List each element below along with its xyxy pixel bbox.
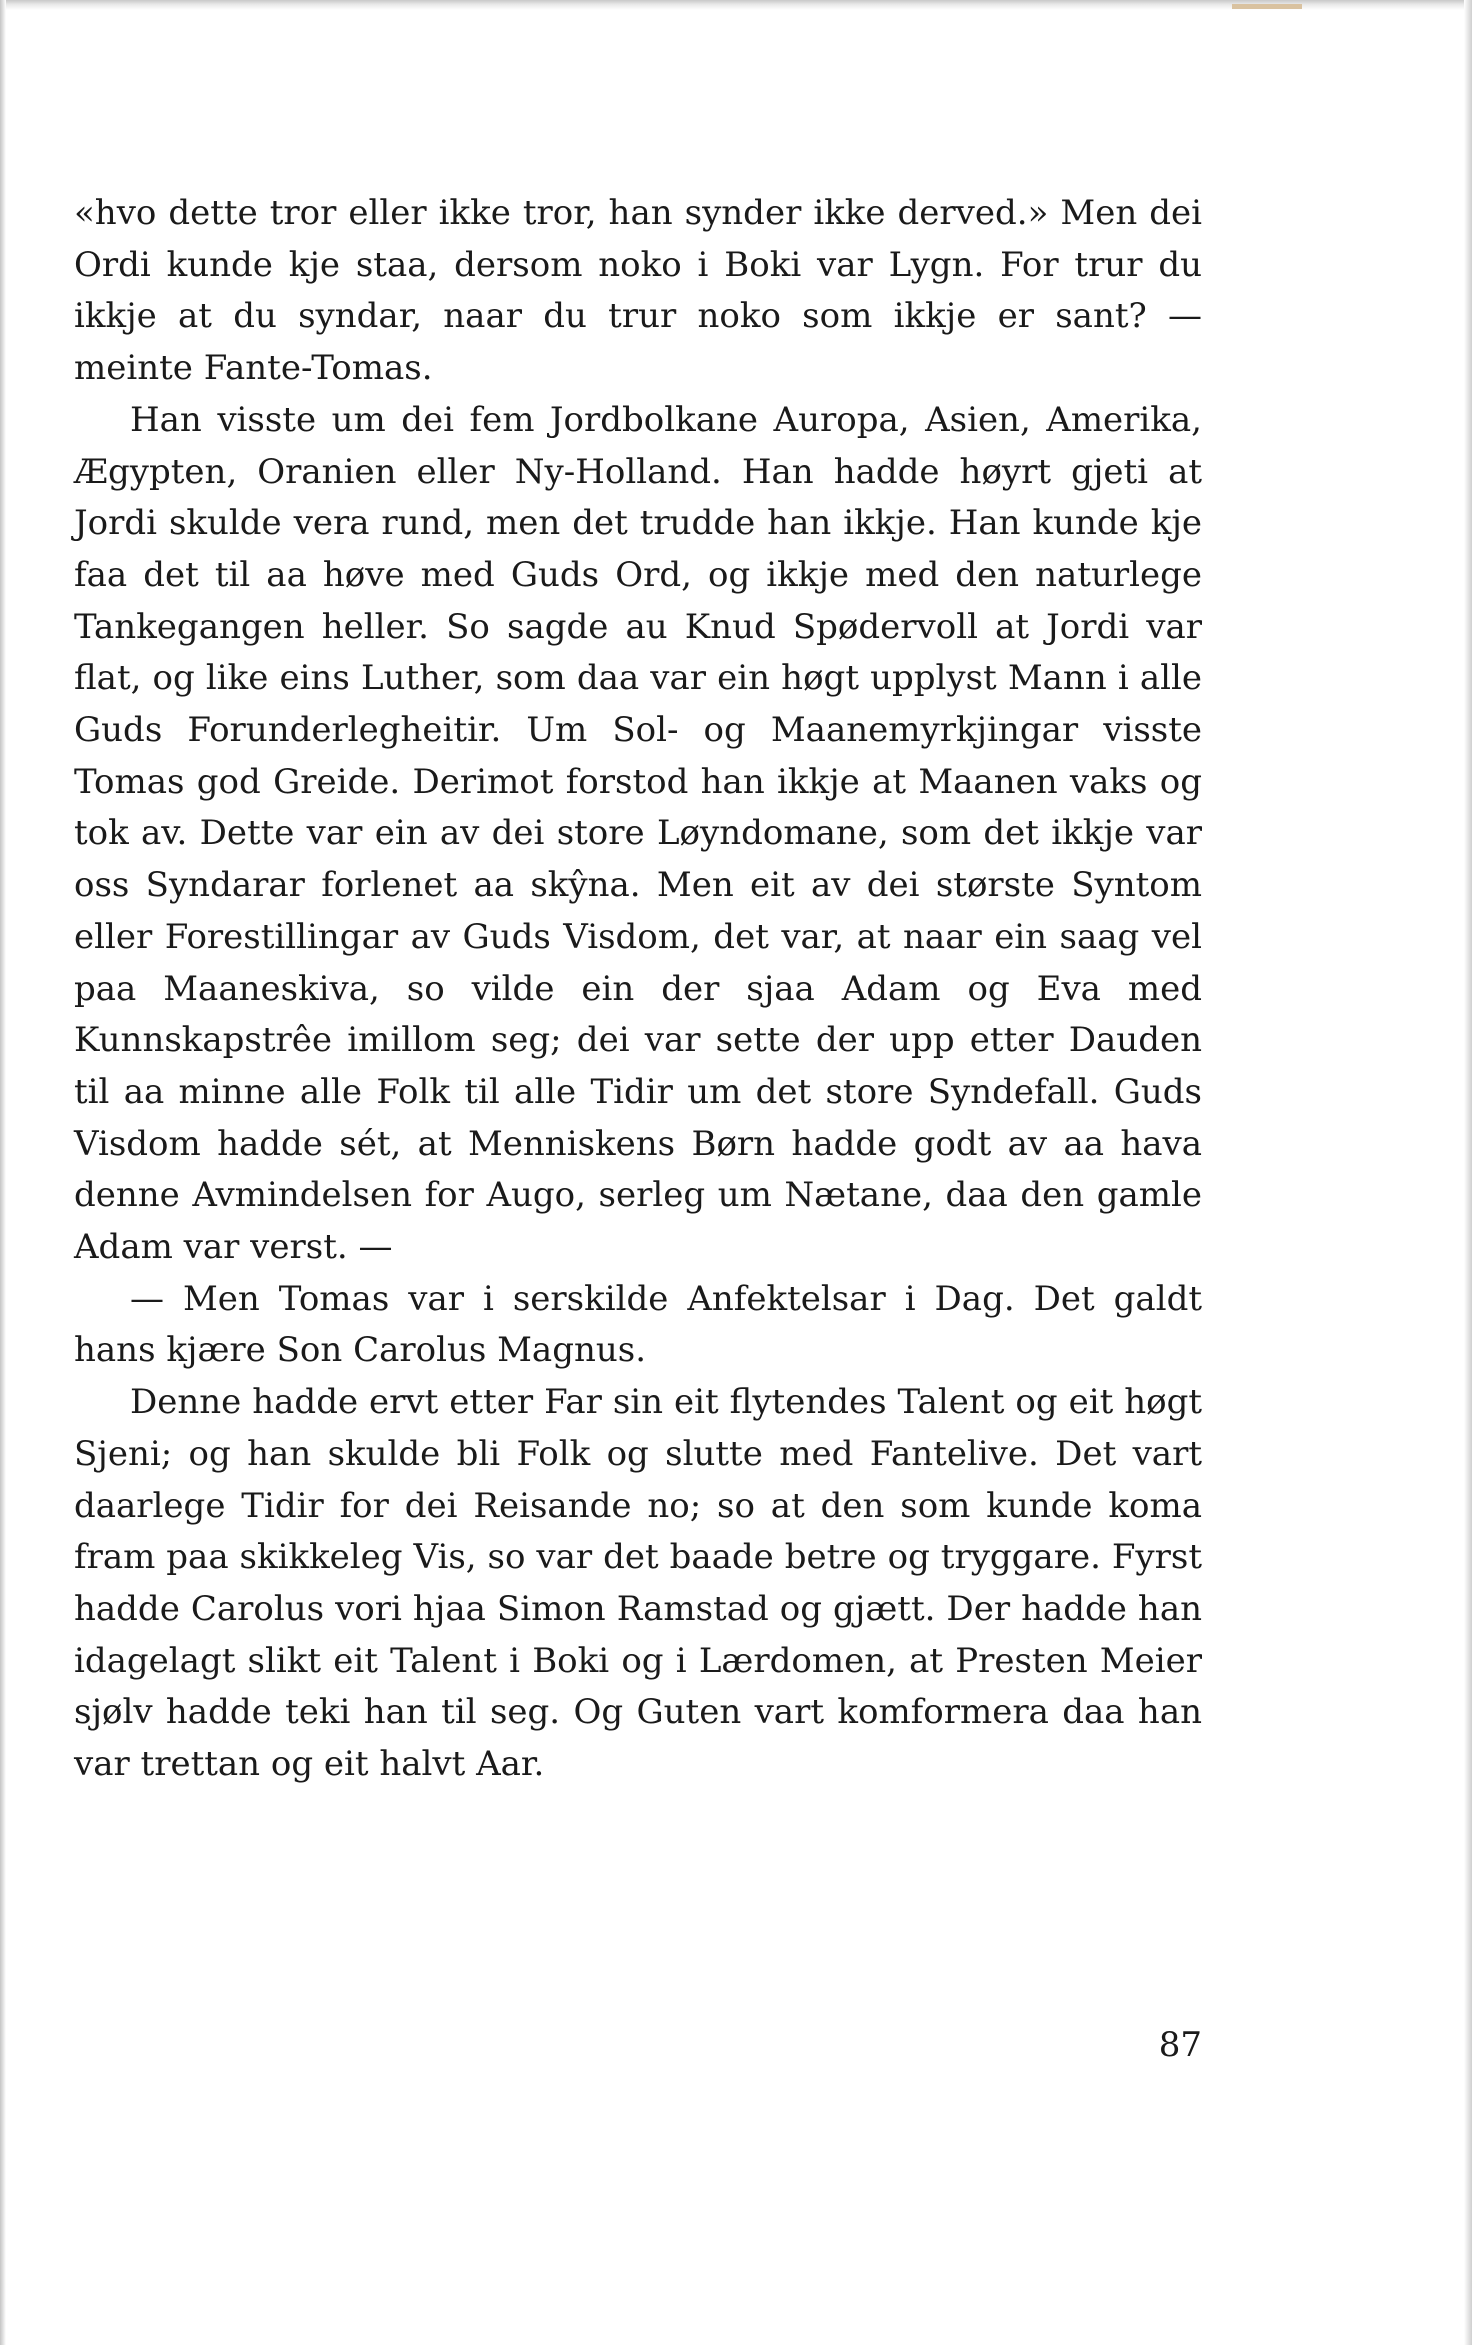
page-edge-stain [1232, 4, 1302, 9]
paragraph: — Men Tomas var i serskilde Anfektelsar i Dag. Det galdt hans kjære Son Carolus Magnus. [74, 1278, 1202, 1371]
paragraph-continued: «hvo dette tror eller ikke tror, han synder ikke derved.» Men dei Ordi kunde kje staa, dersom noko i Boki var Lygn. For trur du ikkje at du syndar, naar du trur noko som ikkje er sant? — meinte Fante-Tomas. [74, 193, 1202, 389]
page-right-edge [1464, 0, 1472, 2345]
page-left-edge [0, 0, 6, 2345]
paragraph: Han visste um dei fem Jordbolkane Auropa, Asien, Amerika, Ægypten, Oranien eller Ny-Holland. Han hadde høyrt gjeti at Jordi skulde vera rund, men det trudde han ikkje. Han kunde kje faa det til aa høve med Guds Ord, og ikkje med den naturlege Tankegangen heller. So sagde au Knud Spødervoll at Jordi var flat, og like eins Luther, som daa var ein høgt upplyst Mann i alle Guds Forunderlegheitir. Um Sol- og Maanemyrkjingar visste Tomas god Greide. Derimot forstod han ikkje at Maanen vaks og tok av. Dette var ein av dei store Løyndomane, som det ikkje var oss Syndarar forlenet aa skŷna. Men eit av dei største Syntom eller Forestillingar av Guds Visdom, det var, at naar ein saag vel paa Maaneskiva, so vilde ein der sjaa Adam og Eva med Kunnskapstrêe imillom seg; dei var sette der upp etter Dauden til aa minne alle Folk til alle Tidir um det store Syndefall. Guds Visdom hadde sét, at Menniskens Børn hadde godt av aa hava denne Avmindelsen for Augo, serleg um Nætane, daa den gamle Adam var verst. — [74, 399, 1202, 1268]
paragraph: Denne hadde ervt etter Far sin eit flytendes Talent og eit høgt Sjeni; og han skulde bli Folk og slutte med Fantelive. Det vart daarlege Tidir for dei Reisande no; so at den som kunde koma fram paa skikkeleg Vis, so var det baade betre og tryggare. Fyrst hadde Carolus vori hjaa Simon Ramstad og gjætt. Der hadde han idagelagt slikt eit Talent i Boki og i Lærdomen, at Presten Meier sjølv hadde teki han til seg. Og Guten vart komformera daa han var trettan og eit halvt Aar. [74, 1382, 1202, 1785]
page-number: 87 [1158, 2025, 1202, 2065]
body-text [74, 188, 1202, 1791]
